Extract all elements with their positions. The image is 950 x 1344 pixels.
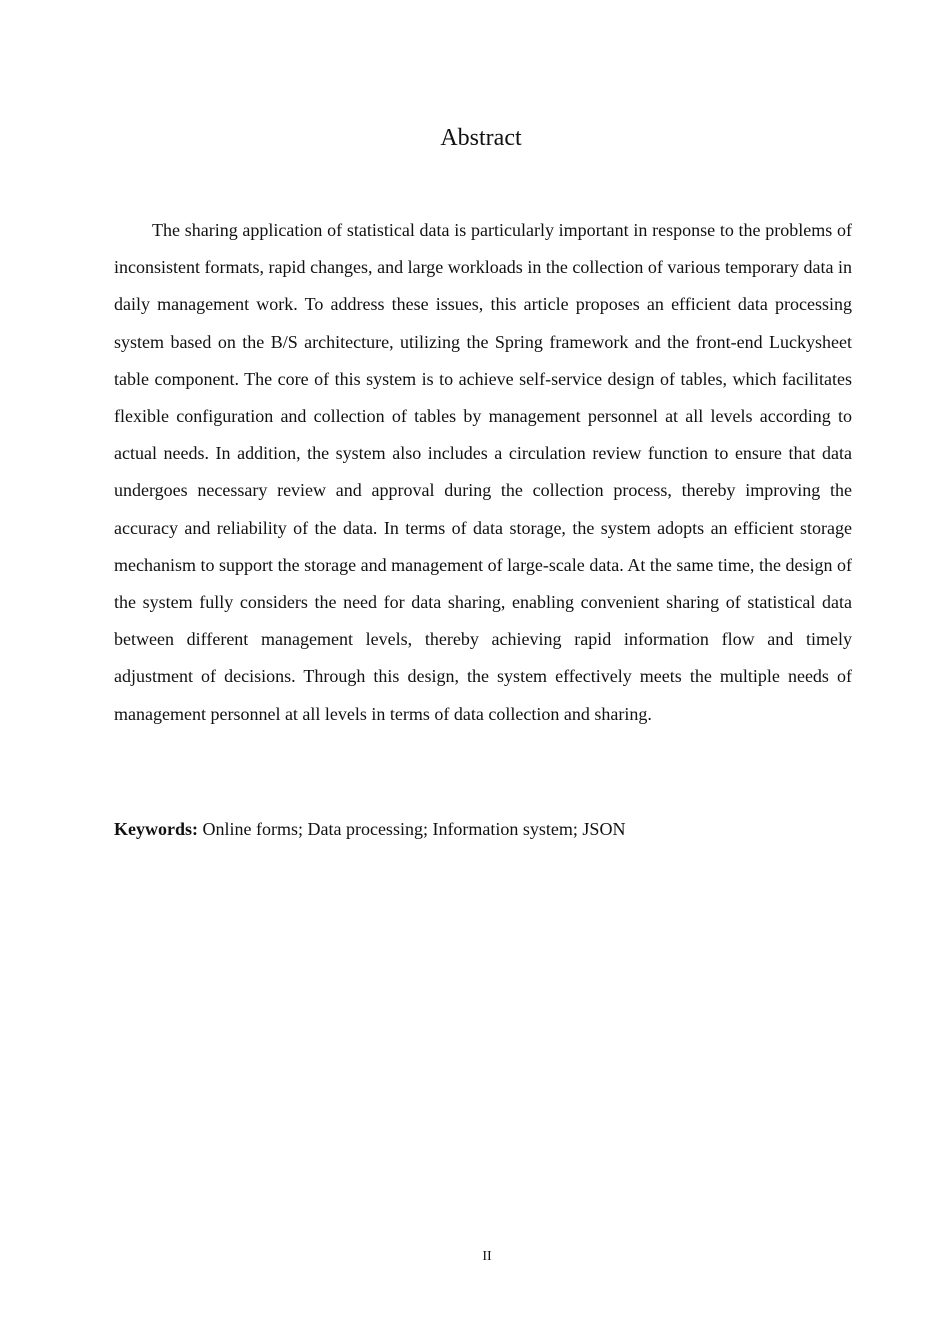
page-number: II — [482, 1249, 492, 1264]
abstract-body: The sharing application of statistical data is particularly important in response to the problems of inconsistent formats, rapid changes, and large workloads in the collection of various temporary data in daily management work. To address these issues, this article proposes an efficient data processing system based on the B/S architecture, utilizing the Spring framework and the front-end Luckysheet table component. The core of this system is to achieve self-service design of tables, which facilitates flexible configuration and collection of tables by management personnel at all levels according to actual needs. In addition, the system also includes a circulation review function to ensure that data undergoes necessary review and approval during the collection process, thereby improving the accuracy and reliability of the data. In terms of data storage, the system adopts an efficient storage mechanism to support the storage and management of large-scale data. At the same time, the design of the system fully considers the need for data sharing, enabling convenient sharing of statistical data between different management levels, thereby achieving rapid information flow and timely adjustment of decisions. Through this design, the system effectively meets the multiple needs of management personnel at all levels in terms of data collection and sharing. — [114, 220, 852, 724]
abstract-title: Abstract — [440, 125, 522, 151]
keywords-label: Keywords: — [114, 819, 198, 839]
keywords-line — [114, 815, 852, 843]
keywords-list: Online forms; Data processing; Information system; JSON — [202, 819, 626, 839]
